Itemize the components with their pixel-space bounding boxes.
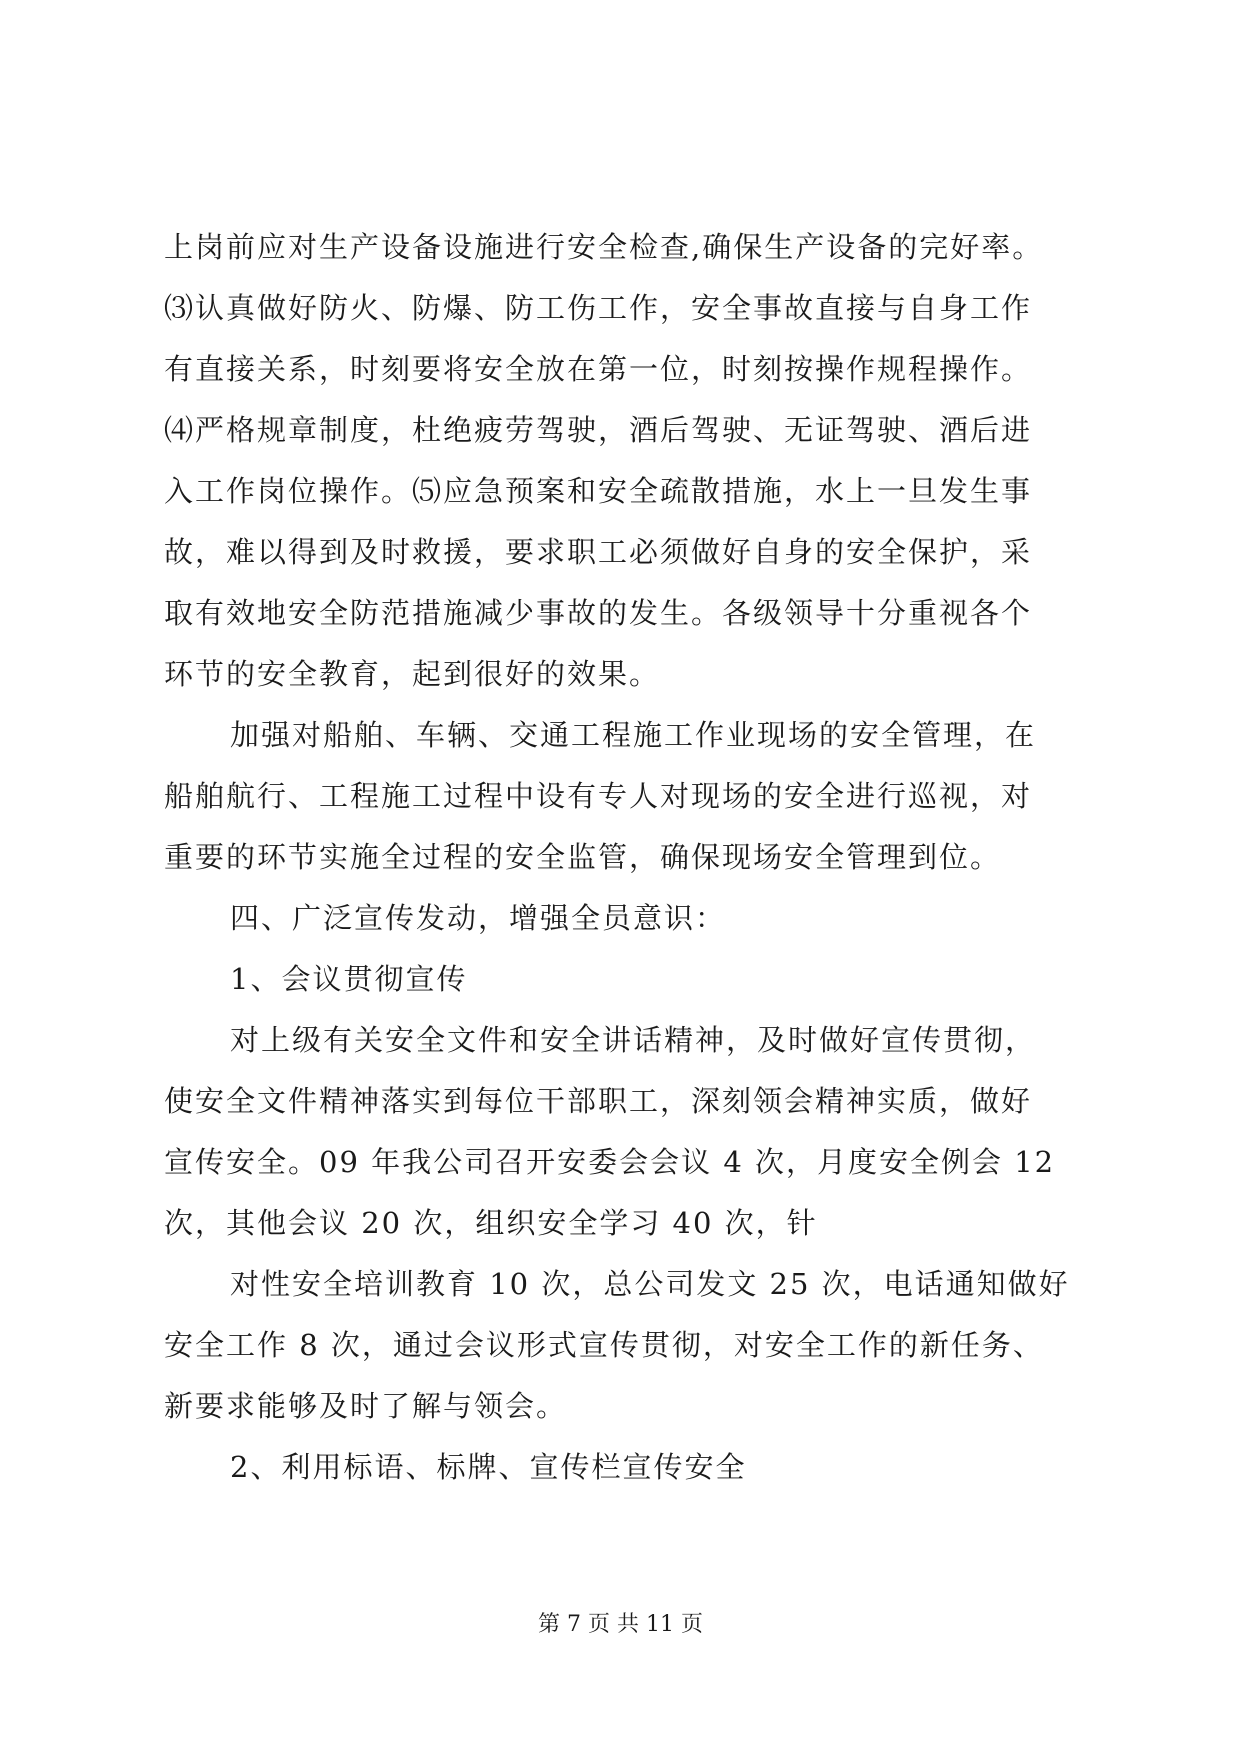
text-line: 上岗前应对生产设备设施进行安全检查,确保生产设备的完好率。 <box>164 230 1044 264</box>
paragraph-first-line: 对上级有关安全文件和安全讲话精神，及时做好宣传贯彻， <box>230 1023 1037 1057</box>
subsection-heading: 1、会议贯彻宣传 <box>230 962 468 996</box>
text-line: 故，难以得到及时救援，要求职工必须做好自身的安全保护，采 <box>164 535 1033 569</box>
text-line: 使安全文件精神落实到每位干部职工，深刻领会精神实质，做好 <box>164 1084 1033 1118</box>
text-line: 有直接关系，时刻要将安全放在第一位，时刻按操作规程操作。 <box>164 352 1033 386</box>
text-line: 新要求能够及时了解与领会。 <box>164 1389 568 1423</box>
page-number-footer: 第 7 页 共 11 页 <box>538 1612 703 1637</box>
paragraph-first-line: 对性安全培训教育 10 次，总公司发文 25 次，电话通知做好 <box>230 1267 1070 1301</box>
text-line: 环节的安全教育，起到很好的效果。 <box>164 657 661 691</box>
section-heading: 四、广泛宣传发动，增强全员意识： <box>230 901 727 935</box>
text-line: 安全工作 8 次，通过会议形式宣传贯彻，对安全工作的新任务、 <box>164 1328 1044 1362</box>
text-line: 入工作岗位操作。⑸应急预案和安全疏散措施，水上一旦发生事 <box>164 474 1033 508</box>
subsection-heading: 2、利用标语、标牌、宣传栏宣传安全 <box>230 1450 747 1484</box>
text-line: 次，其他会议 20 次，组织安全学习 40 次，针 <box>164 1206 818 1240</box>
text-line: 取有效地安全防范措施减少事故的发生。各级领导十分重视各个 <box>164 596 1033 630</box>
text-line: 宣传安全。09 年我公司召开安委会会议 4 次，月度安全例会 12 <box>164 1145 1056 1179</box>
paragraph-first-line: 加强对船舶、车辆、交通工程施工作业现场的安全管理，在 <box>230 718 1037 752</box>
text-line: 船舶航行、工程施工过程中设有专人对现场的安全进行巡视，对 <box>164 779 1033 813</box>
text-line: ⑶认真做好防火、防爆、防工伤工作，安全事故直接与自身工作 <box>164 291 1033 325</box>
text-line: ⑷严格规章制度，杜绝疲劳驾驶，酒后驾驶、无证驾驶、酒后进 <box>164 413 1033 447</box>
text-line: 重要的环节实施全过程的安全监管，确保现场安全管理到位。 <box>164 840 1002 874</box>
